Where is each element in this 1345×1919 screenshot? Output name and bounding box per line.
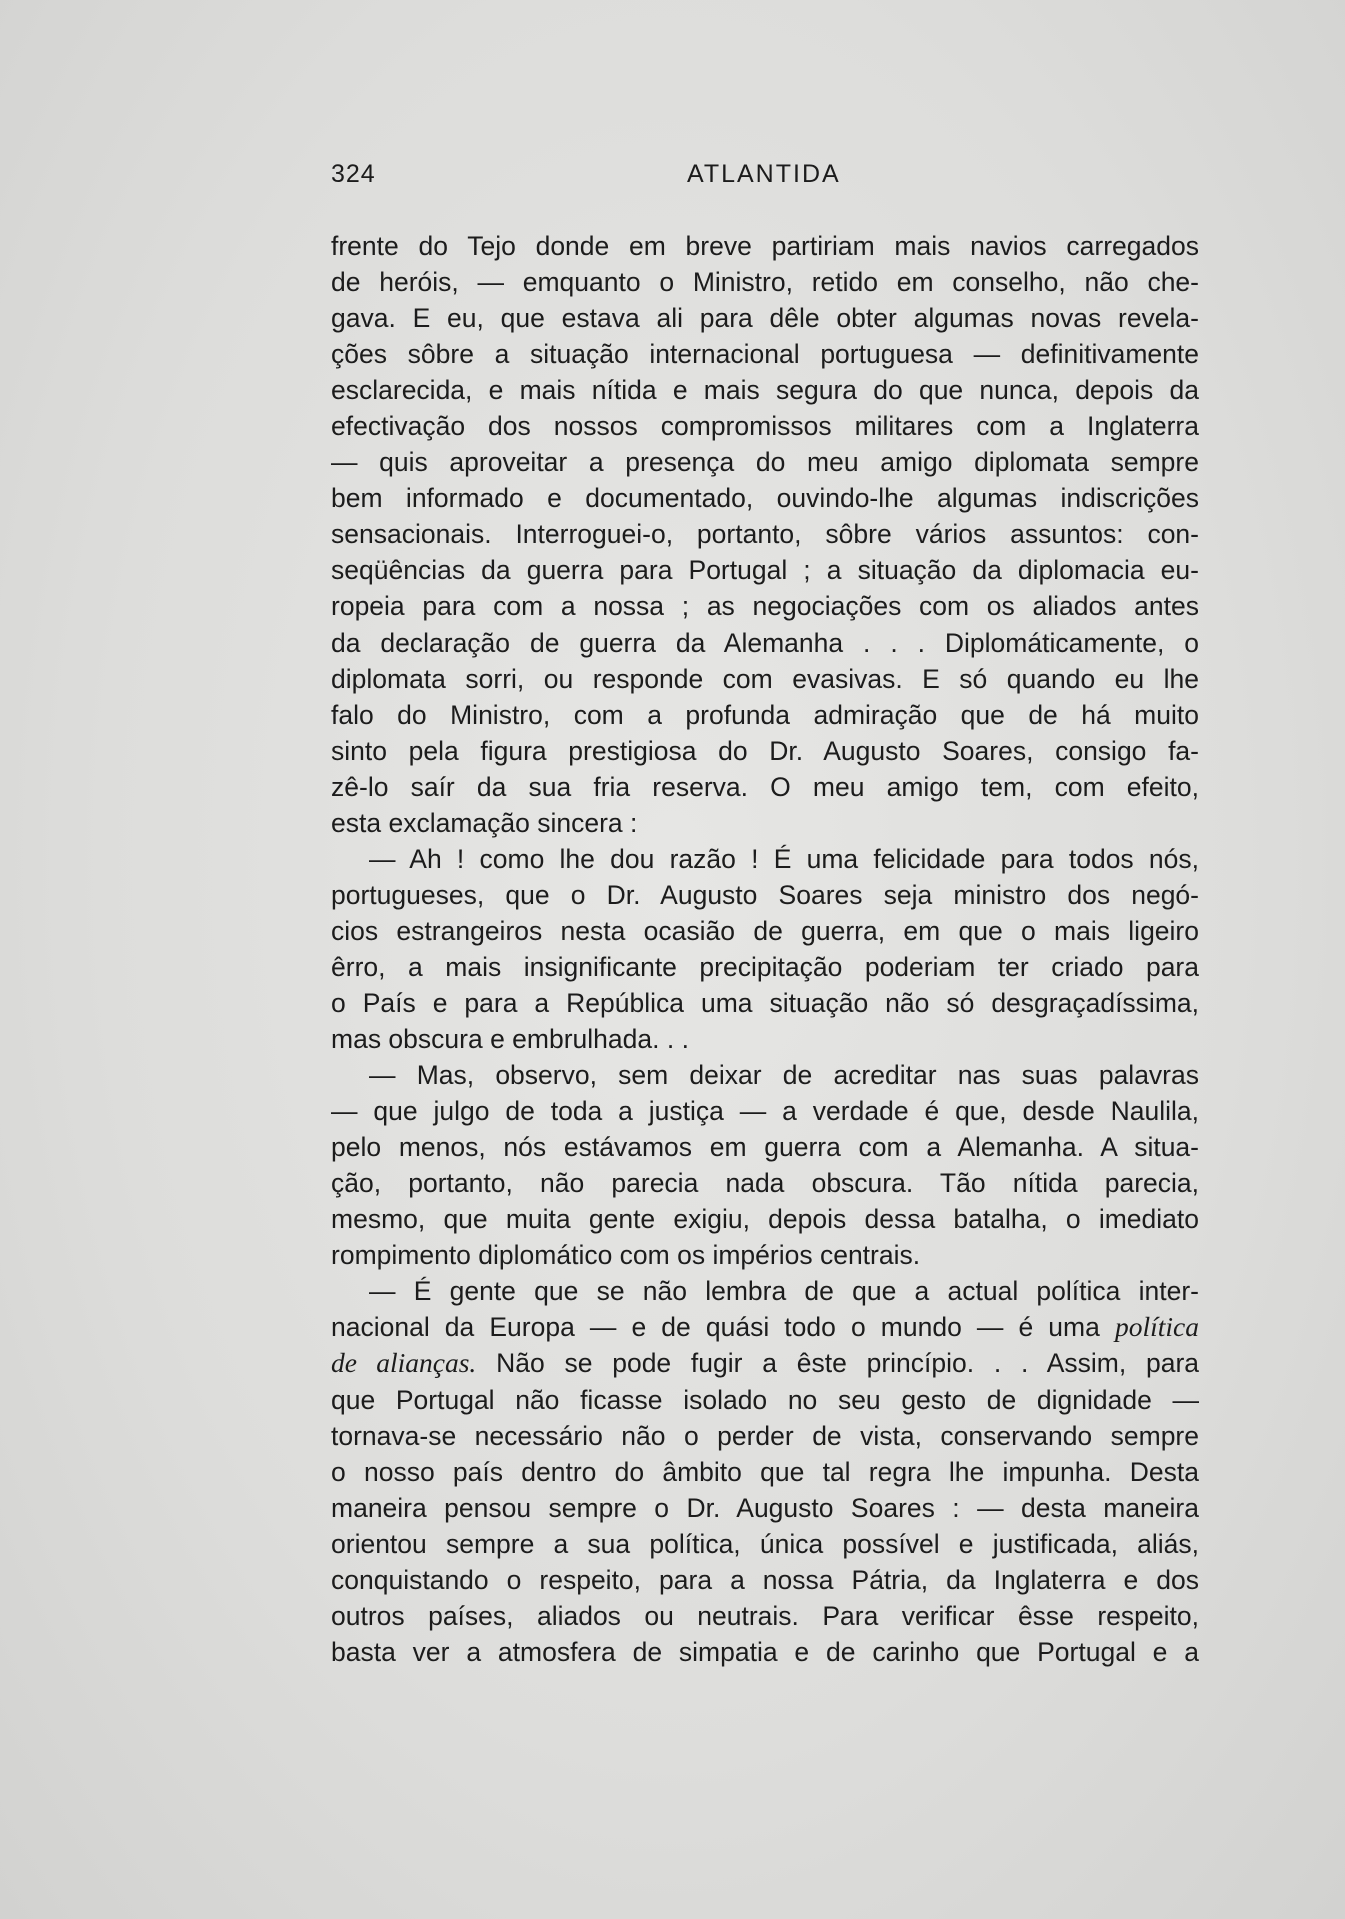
text-line: gava. E eu, que estava ali para dêle obter algumas novas revela- [331, 303, 1199, 334]
text-line [331, 1309, 1199, 1345]
text-line: êrro, a mais insignificante precipitação poderiam ter criado para [331, 951, 1199, 982]
text-line: seqüências da guerra para Portugal ; a situação da diplomacia eu- [331, 555, 1199, 586]
text-line: bem informado e documentado, ouvindo-lhe algumas indiscrições [331, 483, 1199, 514]
text-line: falo do Ministro, com a profunda admiração que de há muito [331, 699, 1199, 730]
text-line: pelo menos, nós estávamos em guerra com a Alemanha. A situa- [331, 1132, 1199, 1163]
text-line: esta exclamação sincera : [331, 807, 638, 838]
running-title: ATLANTIDA [687, 160, 841, 188]
text-line: de heróis, — emquanto o Ministro, retido em conselho, não che- [331, 267, 1199, 298]
text-line: rompimento diplomático com os impérios centrais. [331, 1240, 921, 1271]
text-line: basta ver a atmosfera de simpatia e de carinho que Portugal e a [331, 1636, 1199, 1667]
text-line: portugueses, que o Dr. Augusto Soares seja ministro dos negó- [331, 879, 1199, 910]
text-line: — que julgo de toda a justiça — a verdade é que, desde Naulila, [331, 1096, 1199, 1127]
text-line: o País e para a República uma situação não só desgraçadíssima, [331, 987, 1199, 1018]
text-line: outros países, aliados ou neutrais. Para verificar êsse respeito, [331, 1600, 1199, 1631]
text-line: ções sôbre a situação internacional portuguesa — definitivamente [331, 339, 1199, 370]
text-line: mas obscura e embrulhada. . . [331, 1024, 689, 1055]
text-line: diplomata sorri, ou responde com evasivas. E só quando eu lhe [331, 663, 1199, 694]
text-line: sinto pela figura prestigiosa do Dr. Augusto Soares, consigo fa- [331, 735, 1199, 766]
text-line: mesmo, que muita gente exigiu, depois dessa batalha, o imediato [331, 1204, 1199, 1235]
italic-phrase: de alianças. [331, 1347, 477, 1379]
text-line: cios estrangeiros nesta ocasião de guerra, em que o mais ligeiro [331, 915, 1199, 946]
text-line: esclarecida, e mais nítida e mais segura do que nunca, depois da [331, 375, 1199, 406]
text-line: sensacionais. Interroguei-o, portanto, sôbre vários assuntos: con- [331, 519, 1199, 550]
text-line: — quis aproveitar a presença do meu amigo diplomata sempre [331, 447, 1199, 478]
text-fragment: Não se pode fugir a êste princípio. . . Assim, para [476, 1348, 1200, 1379]
text-fragment: nacional da Europa — e de quási todo o mundo — é uma [331, 1312, 1100, 1343]
text-line: o nosso país dentro do âmbito que tal regra lhe impunha. Desta [331, 1456, 1199, 1487]
text-line: que Portugal não ficasse isolado no seu gesto de dignidade — [331, 1384, 1199, 1415]
text-line: frente do Tejo donde em breve partiriam mais navios carregados [331, 231, 1199, 261]
text-line: zê-lo saír da sua fria reserva. O meu amigo tem, com efeito, [331, 771, 1199, 802]
text-line: orientou sempre a sua política, única possível e justificada, aliás, [331, 1528, 1199, 1559]
text-line: maneira pensou sempre o Dr. Augusto Soares : — desta maneira [331, 1492, 1199, 1523]
text-line: ropeia para com a nossa ; as negociações com os aliados antes [331, 591, 1199, 622]
running-head [331, 160, 1199, 200]
text-line: ção, portanto, não parecia nada obscura. Tão nítida parecia, [331, 1168, 1199, 1199]
text-line [331, 1345, 1199, 1381]
text-line: conquistando o respeito, para a nossa Pátria, da Inglaterra e dos [331, 1564, 1199, 1595]
page-number: 324 [331, 160, 376, 188]
text-line: da declaração de guerra da Alemanha . . . Diplomáticamente, o [331, 627, 1199, 658]
italic-phrase: política [1114, 1311, 1199, 1343]
body-text [331, 228, 1199, 1670]
text-line: tornava-se necessário não o perder de vista, conservando sempre [331, 1420, 1199, 1451]
text-line: — Ah ! como lhe dou razão ! É uma felicidade para todos nós, [369, 843, 1199, 874]
text-line: efectivação dos nossos compromissos militares com a Inglaterra [331, 411, 1199, 442]
text-line: — É gente que se não lembra de que a actual política inter- [369, 1276, 1199, 1307]
text-line: — Mas, observo, sem deixar de acreditar nas suas palavras [369, 1060, 1199, 1091]
